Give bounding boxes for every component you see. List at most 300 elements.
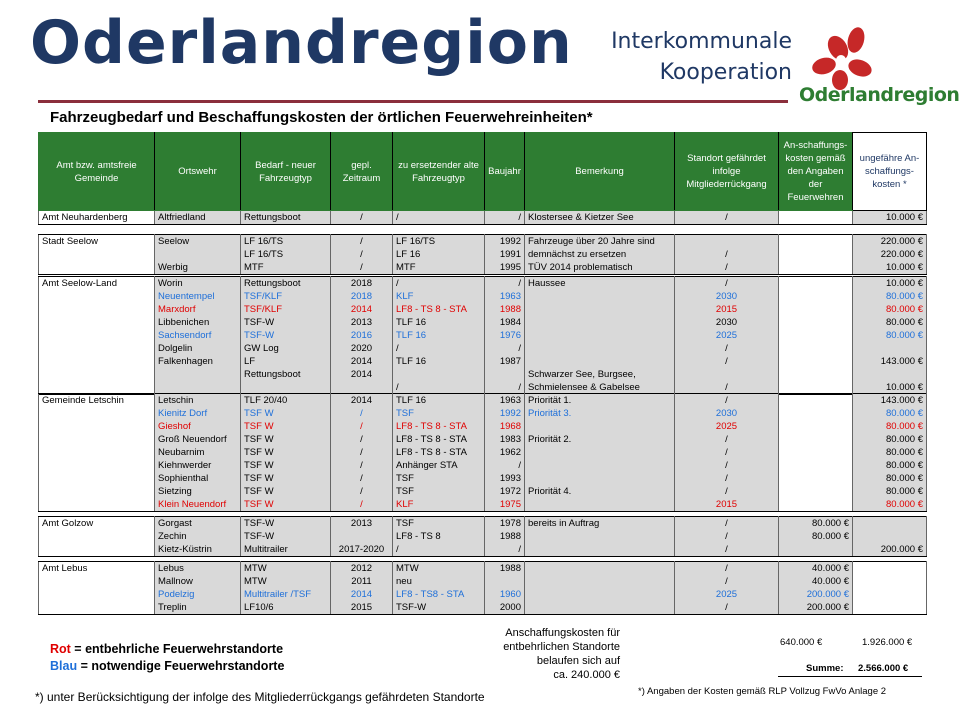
standort-cell: / xyxy=(675,459,779,472)
table-row xyxy=(39,420,927,433)
column-header: gepl. Zeitraum xyxy=(331,133,393,211)
bemerkung-cell: Schwarzer See, Burgsee, xyxy=(525,368,675,381)
alt-fahrzeug-cell xyxy=(393,368,485,381)
bedarf-cell: LF10/6 xyxy=(241,601,331,615)
standort-cell: / xyxy=(675,433,779,446)
group-table xyxy=(38,561,927,615)
standort-cell: / xyxy=(675,277,779,291)
zeitraum-cell: / xyxy=(331,433,393,446)
zeitraum-cell xyxy=(331,530,393,543)
standort-cell: 2025 xyxy=(675,420,779,433)
ortswehr-cell: Kiehnwerder xyxy=(155,459,241,472)
standort-cell xyxy=(675,235,779,249)
bedarf-cell: Rettungsboot xyxy=(241,277,331,291)
baujahr-cell: 1978 xyxy=(485,517,525,531)
bedarf-cell: Multitrailer xyxy=(241,543,331,557)
amt-cell xyxy=(39,601,155,615)
anschaffung-cell xyxy=(779,394,853,408)
table-row xyxy=(39,211,927,225)
baujahr-cell: 1987 xyxy=(485,355,525,368)
alt-fahrzeug-cell: / xyxy=(393,381,485,395)
amt-cell xyxy=(39,290,155,303)
zeitraum-cell: / xyxy=(331,248,393,261)
bemerkung-cell: Priorität 2. xyxy=(525,433,675,446)
anschaffung-cell xyxy=(779,329,853,342)
alt-fahrzeug-cell: LF 16 xyxy=(393,248,485,261)
table-row xyxy=(39,601,927,615)
bemerkung-cell xyxy=(525,290,675,303)
anschaffung-cell xyxy=(779,420,853,433)
bedarf-cell: Rettungsboot xyxy=(241,368,331,381)
alt-fahrzeug-cell: TSF xyxy=(393,407,485,420)
table-row xyxy=(39,575,927,588)
ungefaehr-cell xyxy=(853,575,927,588)
bemerkung-cell xyxy=(525,575,675,588)
zeitraum-cell: / xyxy=(331,485,393,498)
ungefaehr-cell: 80.000 € xyxy=(853,290,927,303)
bedarf-cell: LF xyxy=(241,355,331,368)
anschaffung-cell xyxy=(779,485,853,498)
amt-cell: Amt Seelow-Land xyxy=(39,277,155,291)
column-header: ungefähre An-schaffungs-kosten * xyxy=(853,133,927,211)
zeitraum-cell: 2018 xyxy=(331,277,393,291)
table-row xyxy=(39,368,927,381)
table-row xyxy=(39,530,927,543)
bemerkung-cell xyxy=(525,316,675,329)
ungefaehr-cell: 80.000 € xyxy=(853,303,927,316)
table-row xyxy=(39,498,927,512)
group-table xyxy=(38,516,927,557)
anschaffung-cell xyxy=(779,303,853,316)
bemerkung-cell xyxy=(525,543,675,557)
amt-cell: Amt Neuhardenberg xyxy=(39,211,155,225)
bedarf-cell: TSF-W xyxy=(241,329,331,342)
anschaffung-cell xyxy=(779,459,853,472)
ortswehr-cell: Seelow xyxy=(155,235,241,249)
bedarf-cell: TSF/KLF xyxy=(241,303,331,316)
anschaffung-cell xyxy=(779,316,853,329)
amt-cell xyxy=(39,459,155,472)
zeitraum-cell: 2012 xyxy=(331,562,393,576)
ortswehr-cell: Treplin xyxy=(155,601,241,615)
ortswehr-cell: Neuentempel xyxy=(155,290,241,303)
alt-fahrzeug-cell: LF8 - TS8 - STA xyxy=(393,588,485,601)
baujahr-cell: / xyxy=(485,211,525,225)
ungefaehr-cell: 80.000 € xyxy=(853,329,927,342)
cooperation-line-1: Interkommunale xyxy=(611,29,792,54)
bemerkung-cell: bereits in Auftrag xyxy=(525,517,675,531)
table-row xyxy=(39,248,927,261)
table-row xyxy=(39,277,927,291)
sum-label: Summe: xyxy=(806,663,844,674)
sum-ungefaehr: 1.926.000 € xyxy=(862,637,913,648)
group-table xyxy=(38,276,927,395)
baujahr-cell: / xyxy=(485,381,525,395)
bemerkung-cell: Priorität 3. xyxy=(525,407,675,420)
amt-cell xyxy=(39,407,155,420)
standort-cell: / xyxy=(675,355,779,368)
amt-cell: Amt Golzow xyxy=(39,517,155,531)
standort-cell: / xyxy=(675,601,779,615)
baujahr-cell: 1988 xyxy=(485,530,525,543)
ungefaehr-cell: 80.000 € xyxy=(853,485,927,498)
footnote-standorte: *) unter Berücksichtigung der infolge des Mitgliederrückgangs gefährdeten Standorte xyxy=(35,690,485,704)
amt-cell xyxy=(39,543,155,557)
standort-cell: 2025 xyxy=(675,588,779,601)
standort-cell: / xyxy=(675,472,779,485)
amt-cell xyxy=(39,329,155,342)
bedarf-cell: TSF W xyxy=(241,498,331,512)
bedarf-cell: TSF W xyxy=(241,446,331,459)
sum-line xyxy=(778,676,922,677)
anschaffung-cell: 200.000 € xyxy=(779,601,853,615)
amt-cell xyxy=(39,588,155,601)
alt-fahrzeug-cell: TLF 16 xyxy=(393,394,485,408)
amt-cell xyxy=(39,355,155,368)
baujahr-cell xyxy=(485,575,525,588)
bemerkung-cell: Priorität 4. xyxy=(525,485,675,498)
bemerkung-cell xyxy=(525,562,675,576)
ungefaehr-cell xyxy=(853,588,927,601)
ungefaehr-cell: 10.000 € xyxy=(853,277,927,291)
baujahr-cell: 1975 xyxy=(485,498,525,512)
amt-cell xyxy=(39,485,155,498)
bemerkung-cell: TÜV 2014 problematisch xyxy=(525,261,675,275)
amt-cell xyxy=(39,498,155,512)
ortswehr-cell: Dolgelin xyxy=(155,342,241,355)
bedarf-cell: GW Log xyxy=(241,342,331,355)
alt-fahrzeug-cell: TLF 16 xyxy=(393,355,485,368)
bemerkung-cell xyxy=(525,355,675,368)
standort-cell: / xyxy=(675,211,779,225)
bedarf-cell: MTW xyxy=(241,562,331,576)
standort-cell: / xyxy=(675,446,779,459)
sum-anschaffung: 640.000 € xyxy=(780,637,823,648)
zeitraum-cell: 2014 xyxy=(331,588,393,601)
bemerkung-cell xyxy=(525,472,675,485)
ortswehr-cell xyxy=(155,248,241,261)
zeitraum-cell: 2020 xyxy=(331,342,393,355)
bedarf-cell: TSF W xyxy=(241,407,331,420)
ortswehr-cell: Falkenhagen xyxy=(155,355,241,368)
group-table xyxy=(38,393,927,512)
bemerkung-cell xyxy=(525,446,675,459)
table-row xyxy=(39,446,927,459)
anschaffung-cell xyxy=(779,211,853,225)
cost-note-line-1: Anschaffungskosten für xyxy=(505,627,620,639)
table-row xyxy=(39,303,927,316)
ortswehr-cell: Gieshof xyxy=(155,420,241,433)
ungefaehr-cell xyxy=(853,530,927,543)
ungefaehr-cell xyxy=(853,517,927,531)
ungefaehr-cell: 220.000 € xyxy=(853,235,927,249)
zeitraum-cell: 2013 xyxy=(331,316,393,329)
column-header: Amt bzw. amtsfreie Gemeinde xyxy=(39,133,155,211)
ortswehr-cell: Libbenichen xyxy=(155,316,241,329)
bemerkung-cell: Fahrzeuge über 20 Jahre sind xyxy=(525,235,675,249)
bemerkung-cell xyxy=(525,588,675,601)
alt-fahrzeug-cell: / xyxy=(393,277,485,291)
column-header: Ortswehr xyxy=(155,133,241,211)
amt-cell xyxy=(39,530,155,543)
table-row xyxy=(39,261,927,275)
anschaffung-cell: 40.000 € xyxy=(779,562,853,576)
ortswehr-cell: Worin xyxy=(155,277,241,291)
standort-cell: / xyxy=(675,394,779,408)
zeitraum-cell: / xyxy=(331,261,393,275)
zeitraum-cell: / xyxy=(331,235,393,249)
baujahr-cell: 1963 xyxy=(485,290,525,303)
ortswehr-cell: Sietzing xyxy=(155,485,241,498)
table-row xyxy=(39,562,927,576)
baujahr-cell: 1992 xyxy=(485,235,525,249)
bedarf-cell: TSF-W xyxy=(241,530,331,543)
baujahr-cell: 1993 xyxy=(485,472,525,485)
legend xyxy=(50,641,284,675)
zeitraum-cell: 2014 xyxy=(331,394,393,408)
table-row xyxy=(39,235,927,249)
footnote-rlp: *) Angaben der Kosten gemäß RLP Vollzug FwVo Anlage 2 xyxy=(638,686,887,697)
alt-fahrzeug-cell: TLF 16 xyxy=(393,329,485,342)
alt-fahrzeug-cell: neu xyxy=(393,575,485,588)
anschaffung-cell xyxy=(779,446,853,459)
standort-cell: / xyxy=(675,543,779,557)
amt-cell xyxy=(39,575,155,588)
ungefaehr-cell: 200.000 € xyxy=(853,543,927,557)
bemerkung-cell xyxy=(525,498,675,512)
zeitraum-cell: 2014 xyxy=(331,355,393,368)
alt-fahrzeug-cell: TLF 16 xyxy=(393,316,485,329)
ungefaehr-cell: 80.000 € xyxy=(853,316,927,329)
ungefaehr-cell xyxy=(853,562,927,576)
anschaffung-cell xyxy=(779,261,853,275)
cost-note-line-4: ca. 240.000 € xyxy=(553,669,620,681)
amt-cell xyxy=(39,420,155,433)
ungefaehr-cell xyxy=(853,368,927,381)
column-header: Standort gefährdet infolge Mitgliederrückgang xyxy=(675,133,779,211)
table-row xyxy=(39,355,927,368)
table-row xyxy=(39,433,927,446)
anschaffung-cell xyxy=(779,235,853,249)
anschaffung-cell xyxy=(779,277,853,291)
anschaffung-cell: 80.000 € xyxy=(779,530,853,543)
ortswehr-cell: Sachsendorf xyxy=(155,329,241,342)
baujahr-cell: 1972 xyxy=(485,485,525,498)
baujahr-cell: 1988 xyxy=(485,562,525,576)
ungefaehr-cell: 10.000 € xyxy=(853,211,927,225)
baujahr-cell: / xyxy=(485,459,525,472)
bedarf-cell: TSF W xyxy=(241,420,331,433)
anschaffung-cell xyxy=(779,290,853,303)
table-row xyxy=(39,472,927,485)
anschaffung-cell xyxy=(779,472,853,485)
baujahr-cell: / xyxy=(485,277,525,291)
baujahr-cell: 1976 xyxy=(485,329,525,342)
alt-fahrzeug-cell: LF8 - TS 8 - STA xyxy=(393,446,485,459)
baujahr-cell xyxy=(485,368,525,381)
baujahr-cell: / xyxy=(485,342,525,355)
standort-cell: / xyxy=(675,485,779,498)
bemerkung-cell xyxy=(525,601,675,615)
zeitraum-cell: 2011 xyxy=(331,575,393,588)
ungefaehr-cell: 10.000 € xyxy=(853,261,927,275)
alt-fahrzeug-cell: KLF xyxy=(393,498,485,512)
zeitraum-cell: 2015 xyxy=(331,601,393,615)
anschaffung-cell xyxy=(779,368,853,381)
group-table xyxy=(38,234,927,275)
bedarf-cell: TSF/KLF xyxy=(241,290,331,303)
bemerkung-cell xyxy=(525,303,675,316)
ortswehr-cell: Mallnow xyxy=(155,575,241,588)
table-row xyxy=(39,329,927,342)
table-row xyxy=(39,517,927,531)
baujahr-cell: 1992 xyxy=(485,407,525,420)
bedarf-cell: MTF xyxy=(241,261,331,275)
baujahr-cell: 1962 xyxy=(485,446,525,459)
ungefaehr-cell: 80.000 € xyxy=(853,420,927,433)
zeitraum-cell: 2017-2020 xyxy=(331,543,393,557)
alt-fahrzeug-cell: LF8 - TS 8 xyxy=(393,530,485,543)
zeitraum-cell: 2018 xyxy=(331,290,393,303)
alt-fahrzeug-cell: LF8 - TS 8 - STA xyxy=(393,420,485,433)
ortswehr-cell: Gorgast xyxy=(155,517,241,531)
alt-fahrzeug-cell: MTF xyxy=(393,261,485,275)
anschaffung-cell xyxy=(779,433,853,446)
ortswehr-cell: Marxdorf xyxy=(155,303,241,316)
baujahr-cell: / xyxy=(485,543,525,557)
amt-cell: Amt Lebus xyxy=(39,562,155,576)
ortswehr-cell: Lebus xyxy=(155,562,241,576)
standort-cell: / xyxy=(675,381,779,395)
ortswehr-cell: Letschin xyxy=(155,394,241,408)
zeitraum-cell: 2014 xyxy=(331,303,393,316)
table-row xyxy=(39,543,927,557)
bemerkung-cell: Haussee xyxy=(525,277,675,291)
legend-blue-text: = notwendige Feuerwehrstandorte xyxy=(77,659,285,673)
column-header: Baujahr xyxy=(485,133,525,211)
column-header: Bemerkung xyxy=(525,133,675,211)
table-row xyxy=(39,485,927,498)
anschaffung-cell: 80.000 € xyxy=(779,517,853,531)
bedarf-cell: Multitrailer /TSF xyxy=(241,588,331,601)
brand-title: Oderlandregion xyxy=(30,8,573,78)
table-row xyxy=(39,394,927,408)
standort-cell: 2015 xyxy=(675,498,779,512)
bedarf-cell: TSF-W xyxy=(241,316,331,329)
amt-cell xyxy=(39,368,155,381)
bemerkung-cell xyxy=(525,420,675,433)
ungefaehr-cell: 80.000 € xyxy=(853,433,927,446)
standort-cell: / xyxy=(675,342,779,355)
zeitraum-cell: / xyxy=(331,498,393,512)
ortswehr-cell: Sophienthal xyxy=(155,472,241,485)
ortswehr-cell xyxy=(155,368,241,381)
legend-blue-word: Blau xyxy=(50,659,78,673)
bedarf-cell: TSF W xyxy=(241,485,331,498)
legend-red xyxy=(50,641,284,658)
standort-cell: 2030 xyxy=(675,316,779,329)
table-row xyxy=(39,407,927,420)
bemerkung-cell: Klostersee & Kietzer See xyxy=(525,211,675,225)
anschaffung-cell xyxy=(779,498,853,512)
ortswehr-cell: Podelzig xyxy=(155,588,241,601)
standort-cell: 2015 xyxy=(675,303,779,316)
legend-red-text: = entbehrliche Feuerwehrstandorte xyxy=(70,642,284,656)
alt-fahrzeug-cell: TSF xyxy=(393,485,485,498)
baujahr-cell: 1963 xyxy=(485,394,525,408)
group-table xyxy=(38,132,927,225)
anschaffung-cell: 200.000 € xyxy=(779,588,853,601)
amt-cell xyxy=(39,261,155,275)
bemerkung-cell xyxy=(525,530,675,543)
amt-cell xyxy=(39,316,155,329)
alt-fahrzeug-cell: / xyxy=(393,342,485,355)
standort-cell: / xyxy=(675,261,779,275)
bedarf-cell: LF 16/TS xyxy=(241,248,331,261)
baujahr-cell: 1991 xyxy=(485,248,525,261)
table-row xyxy=(39,290,927,303)
alt-fahrzeug-cell: TSF-W xyxy=(393,601,485,615)
amt-cell xyxy=(39,433,155,446)
anschaffung-cell xyxy=(779,248,853,261)
zeitraum-cell: / xyxy=(331,446,393,459)
amt-cell xyxy=(39,472,155,485)
anschaffung-cell xyxy=(779,407,853,420)
zeitraum-cell: / xyxy=(331,211,393,225)
ungefaehr-cell xyxy=(853,342,927,355)
standort-cell: 2030 xyxy=(675,290,779,303)
standort-cell: 2025 xyxy=(675,329,779,342)
amt-cell xyxy=(39,446,155,459)
amt-cell xyxy=(39,248,155,261)
zeitraum-cell: 2013 xyxy=(331,517,393,531)
ungefaehr-cell: 143.000 € xyxy=(853,394,927,408)
cooperation-label xyxy=(611,26,792,88)
anschaffung-cell xyxy=(779,355,853,368)
ortswehr-cell: Klein Neuendorf xyxy=(155,498,241,512)
anschaffung-cell xyxy=(779,543,853,557)
standort-cell: / xyxy=(675,562,779,576)
zeitraum-cell: / xyxy=(331,407,393,420)
logo-text: Oderlandregion xyxy=(799,84,960,106)
ortswehr-cell: Zechin xyxy=(155,530,241,543)
baujahr-cell: 1995 xyxy=(485,261,525,275)
bemerkung-cell xyxy=(525,459,675,472)
cost-note-line-3: belaufen sich auf xyxy=(536,655,620,667)
bedarf-cell: Rettungsboot xyxy=(241,211,331,225)
baujahr-cell: 1988 xyxy=(485,303,525,316)
bemerkung-cell: Schmielensee & Gabelsee xyxy=(525,381,675,395)
column-header: An-schaffungs-kosten gemäß den Angaben der Feuerwehren xyxy=(779,133,853,211)
standort-cell: / xyxy=(675,530,779,543)
bedarf-cell: TLF 20/40 xyxy=(241,394,331,408)
alt-fahrzeug-cell: LF8 - TS 8 - STA xyxy=(393,433,485,446)
legend-blue xyxy=(50,658,284,675)
standort-cell: / xyxy=(675,248,779,261)
amt-cell: Gemeinde Letschin xyxy=(39,394,155,408)
ungefaehr-cell: 80.000 € xyxy=(853,459,927,472)
ungefaehr-cell: 80.000 € xyxy=(853,498,927,512)
alt-fahrzeug-cell: LF8 - TS 8 - STA xyxy=(393,303,485,316)
ortswehr-cell: Kietz-Küstrin xyxy=(155,543,241,557)
bemerkung-cell: Priorität 1. xyxy=(525,394,675,408)
cost-note-line-2: entbehrlichen Standorte xyxy=(503,641,620,653)
zeitraum-cell: 2016 xyxy=(331,329,393,342)
baujahr-cell: 1983 xyxy=(485,433,525,446)
alt-fahrzeug-cell: TSF xyxy=(393,517,485,531)
amt-cell: Stadt Seelow xyxy=(39,235,155,249)
table-row xyxy=(39,342,927,355)
